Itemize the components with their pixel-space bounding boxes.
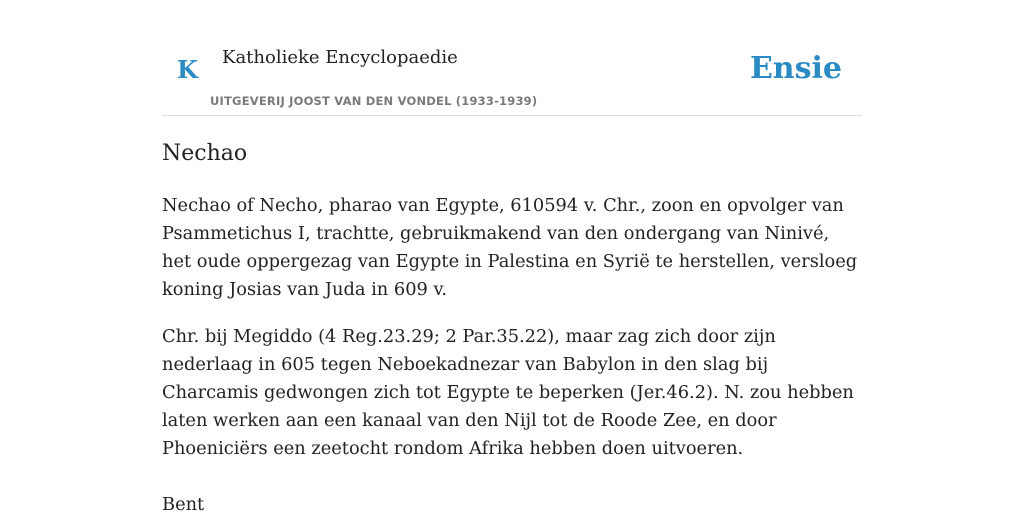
ensie-brand-link[interactable]: Ensie — [749, 51, 842, 86]
article-paragraph: Nechao of Necho, pharao van Egypte, 610594 v. Chr., zoon en opvolger van Psammetichus I, trachtte, gebruikmakend van den ondergang van Ninivé, het oude oppergezag van Egypte in Palestina en Syrië te herstellen, versloeg koning Josias van Juda in 609 v. — [162, 195, 858, 300]
article-author: Bent — [162, 494, 205, 512]
article-paragraph: Chr. bij Megiddo (4 Reg.23.29; 2 Par.35.22), maar zag zich door zijn nederlaag in 605 tegen Neboekadnezar van Babylon in den slag bij Charcamis gedwongen zich tot Egypte te beperken (Jer.46.2). N. zou hebben laten werken aan een kanaal van den Nijl tot de Roode Zee, en door Phoeniciërs een zeetocht rondom Afrika hebben doen uitvoeren. — [162, 326, 854, 459]
site-logo-icon[interactable]: K — [177, 55, 198, 84]
site-header — [162, 0, 862, 116]
site-title-link[interactable]: Katholieke Encyclopaedie — [222, 47, 458, 68]
publisher-label: UITGEVERIJ JOOST VAN DEN VONDEL (1933-1939) — [210, 94, 538, 108]
page-container — [162, 0, 862, 512]
article-title: Nechao — [162, 141, 248, 166]
